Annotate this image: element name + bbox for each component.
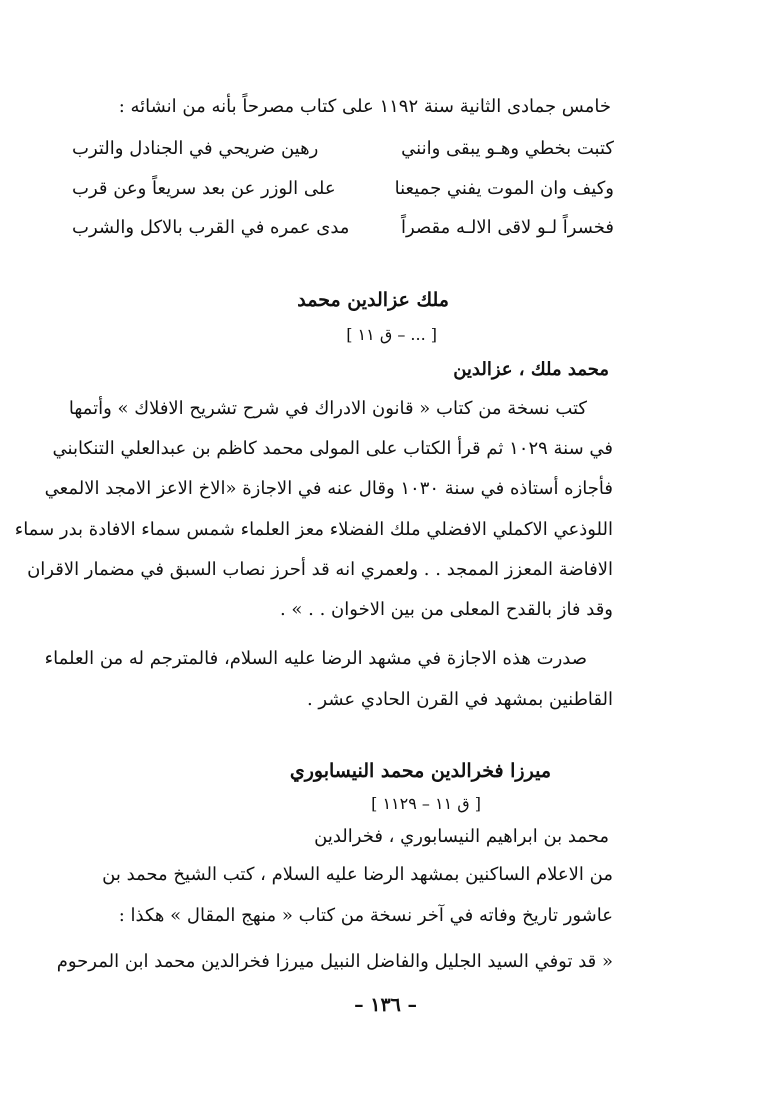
intro-line: خامس جمادى الثانية سنة ١١٩٢ على كتاب مصرحاً بأنه من انشائه :: [118, 96, 611, 117]
entry1-body-line-1: كتب نسخة من كتاب « قانون الادراك في شرح تشريح الافلاك » وأتمها: [68, 398, 587, 419]
entry2-title: ميرزا فخرالدين محمد النيسابوري: [289, 760, 551, 782]
entry2-name: محمد بن ابراهيم النيسابوري ، فخرالدين: [314, 826, 609, 847]
entry1-body-line-5: الافاضة المعزز الممجد . . ولعمري انه قد أحرز نصاب السبق في مضمار الاقران: [27, 559, 613, 580]
poem-line-1-right: كتبت بخطي وهـو يبقى وانني: [401, 138, 614, 159]
entry1-body-line-4: اللوذعي الاكملي الافضلي ملك الفضلاء معز العلماء شمس سماء الافادة بدر سماء: [14, 519, 613, 540]
page-number: – ١٣٦ –: [354, 994, 417, 1016]
entry2-date-range: [ ق ١١ – ١١٢٩ ]: [371, 794, 481, 813]
entry2-body-line-3: « قد توفي السيد الجليل والفاضل النبيل ميرزا فخرالدين محمد ابن المرحوم: [56, 951, 613, 972]
entry1-body-line-6: وقد فاز بالقدح المعلى من بين الاخوان . . » .: [279, 599, 613, 620]
poem-line-3-left: مدى عمره في القرب بالاكل والشرب: [72, 217, 350, 238]
entry1-title: ملك عزالدين محمد: [297, 289, 449, 311]
entry1-body2-line-1: صدرت هذه الاجازة في مشهد الرضا عليه السلام، فالمترجم له من العلماء: [44, 648, 587, 669]
entry1-body-line-2: في سنة ١٠٢٩ ثم قرأ الكتاب على المولى محمد كاظم بن عبدالعلي التنكابني: [52, 438, 613, 459]
entry1-body-line-3: فأجازه أستاذه في سنة ١٠٣٠ وقال عنه في الاجازة «الاخ الاعز الامجد الالمعي: [44, 478, 613, 499]
entry1-date-range: [ ... – ق ١١ ]: [346, 325, 437, 344]
poem-line-2-left: على الوزر عن بعد سريعاً وعن قرب: [72, 178, 336, 199]
poem-line-1-left: رهين ضريحي في الجنادل والترب: [72, 138, 319, 159]
entry1-name: محمد ملك ، عزالدين: [453, 359, 609, 380]
entry2-body-line-1: من الاعلام الساكنين بمشهد الرضا عليه السلام ، كتب الشيخ محمد بن: [102, 864, 613, 885]
entry1-body2-line-2: القاطنين بمشهد في القرن الحادي عشر .: [306, 689, 613, 710]
entry2-body-line-2: عاشور تاريخ وفاته في آخر نسخة من كتاب « منهج المقال » هكذا :: [118, 905, 613, 926]
poem-line-3-right: فخسراً لـو لاقى الالـه مقصراً: [401, 217, 614, 238]
poem-line-2-right: وكيف وان الموت يفني جميعنا: [394, 178, 614, 199]
